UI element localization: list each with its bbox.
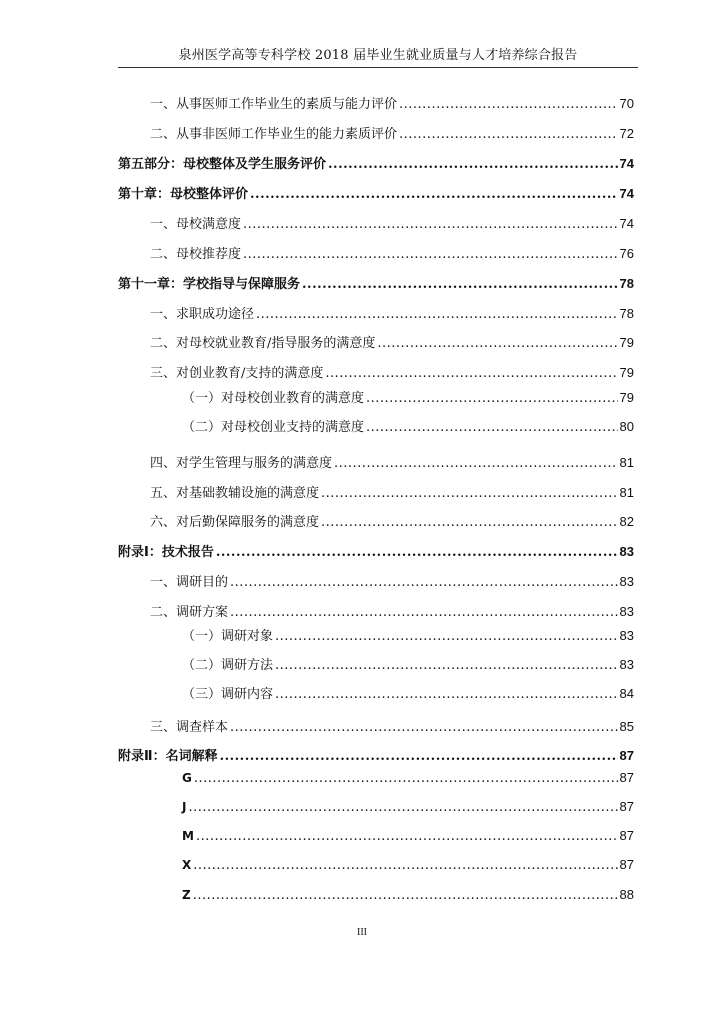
toc-entry-sub[interactable] <box>182 416 634 435</box>
toc-entry[interactable] <box>150 482 634 501</box>
header-rule <box>118 67 638 68</box>
toc-entry-page: 72 <box>619 126 634 141</box>
toc-entry-page: 74 <box>619 216 634 231</box>
toc-entry-title: 一、母校满意度 <box>150 217 242 232</box>
toc-leader-dots <box>325 366 617 381</box>
toc-entry-title: 一、求职成功途径 <box>150 307 255 322</box>
toc-entry-title: 一、从事医师工作毕业生的素质与能力评价 <box>150 97 398 112</box>
toc-entry-title: 第五部分：母校整体及学生服务评价 <box>118 157 327 172</box>
toc-entry-title: 三、对创业教育/支持的满意度 <box>150 366 324 381</box>
toc-entry-page: 84 <box>619 686 634 701</box>
toc-entry-page: 76 <box>619 246 634 261</box>
toc-leader-dots <box>275 658 618 673</box>
toc-leader-dots <box>230 720 618 735</box>
toc-entry[interactable] <box>150 332 634 351</box>
toc-leader-dots <box>366 391 618 406</box>
toc-leader-dots <box>196 829 618 844</box>
toc-entry-title: X <box>182 858 192 872</box>
toc-entry-title: （一）调研对象 <box>182 629 274 644</box>
toc-entry-title: （一）对母校创业教育的满意度 <box>182 391 365 406</box>
toc-entry-page: 87 <box>619 857 634 872</box>
toc-entry-page: 87 <box>619 828 634 843</box>
toc-entry-letter[interactable] <box>182 887 634 903</box>
toc-leader-dots <box>194 771 618 786</box>
toc-entry-sub[interactable] <box>182 654 634 673</box>
toc-entry-page: 83 <box>619 574 634 589</box>
toc-entry-title: （二）调研方法 <box>182 658 274 673</box>
toc-leader-dots <box>302 277 618 292</box>
toc-leader-dots <box>230 605 618 620</box>
toc-entry[interactable] <box>150 93 634 112</box>
toc-entry-page: 81 <box>619 455 634 470</box>
toc-leader-dots <box>334 456 618 471</box>
toc-entry-page: 70 <box>619 96 634 111</box>
toc-leader-dots <box>243 247 618 262</box>
toc-entry-title: G <box>182 771 192 785</box>
toc-entry-title: 附录Ⅱ：名词解释 <box>118 749 218 764</box>
toc-entry-page: 85 <box>619 719 634 734</box>
toc-entry[interactable] <box>150 303 634 322</box>
toc-entry-letter[interactable] <box>182 770 634 786</box>
toc-entry[interactable] <box>150 362 634 381</box>
toc-entry-letter[interactable] <box>182 857 634 873</box>
toc-entry[interactable] <box>150 601 634 620</box>
toc-entry-page: 79 <box>619 335 634 350</box>
toc-leader-dots <box>321 515 618 530</box>
toc-entry-letter[interactable] <box>182 799 634 815</box>
toc-entry-appendix[interactable] <box>118 745 634 764</box>
toc-entry-title: （三）调研内容 <box>182 687 274 702</box>
running-header: 泉州医学高等专科学校 2018 届毕业生就业质量与人才培养综合报告 <box>178 48 578 63</box>
toc-entry-title: 第十章：母校整体评价 <box>118 187 249 202</box>
toc-entry-page: 78 <box>619 306 634 321</box>
toc-leader-dots <box>399 97 618 112</box>
toc-entry-chapter[interactable] <box>118 183 634 202</box>
toc-entry-title: 第十一章：学校指导与保障服务 <box>118 277 301 292</box>
toc-entry[interactable] <box>150 511 634 530</box>
toc-leader-dots <box>243 217 618 232</box>
toc-entry-title: 六、对后勤保障服务的满意度 <box>150 515 320 530</box>
toc-entry-page: 83 <box>619 657 634 672</box>
toc-entry-page: 79 <box>619 365 634 380</box>
toc-leader-dots <box>193 888 618 903</box>
toc-entry-appendix[interactable] <box>118 541 634 560</box>
toc-entry-page: 79 <box>619 390 634 405</box>
toc-entry-page: 81 <box>619 485 634 500</box>
toc-entry-page: 80 <box>619 419 634 434</box>
toc-leader-dots <box>250 187 618 202</box>
toc-entry-page: 82 <box>619 514 634 529</box>
toc-entry-letter[interactable] <box>182 828 634 844</box>
toc-entry-title: 二、调研方案 <box>150 605 229 620</box>
toc-entry[interactable] <box>150 243 634 262</box>
toc-leader-dots <box>275 629 618 644</box>
toc-entry-title: 一、调研目的 <box>150 575 229 590</box>
toc-entry-page: 78 <box>619 276 634 291</box>
toc-entry-page: 83 <box>619 544 634 559</box>
toc-entry-title: Z <box>182 888 191 902</box>
toc-entry-title: 三、调查样本 <box>150 720 229 735</box>
toc-leader-dots <box>193 858 617 873</box>
toc-entry-title: 四、对学生管理与服务的满意度 <box>150 456 333 471</box>
toc-entry-page: 74 <box>619 156 634 171</box>
toc-leader-dots <box>188 800 617 815</box>
toc-entry[interactable] <box>150 123 634 142</box>
toc-entry-page: 83 <box>619 604 634 619</box>
toc-entry-title: 二、对母校就业教育/指导服务的满意度 <box>150 336 376 351</box>
toc-entry-title: 二、母校推荐度 <box>150 247 242 262</box>
toc-entry[interactable] <box>150 716 634 735</box>
toc-entry-chapter[interactable] <box>118 273 634 292</box>
toc-entry-sub[interactable] <box>182 683 634 702</box>
toc-entry-sub[interactable] <box>182 625 634 644</box>
toc-entry-page: 83 <box>619 628 634 643</box>
toc-leader-dots <box>230 575 618 590</box>
toc-entry[interactable] <box>150 571 634 590</box>
toc-entry-title: M <box>182 829 194 843</box>
toc-leader-dots <box>275 687 618 702</box>
toc-entry-title: 二、从事非医师工作毕业生的能力素质评价 <box>150 127 398 142</box>
toc-entry-title: J <box>182 800 187 814</box>
toc-leader-dots <box>220 749 618 764</box>
toc-entry-page: 87 <box>619 748 634 763</box>
toc-entry-part[interactable] <box>118 153 634 172</box>
toc-leader-dots <box>328 157 618 172</box>
toc-leader-dots <box>216 545 618 560</box>
toc-entry[interactable] <box>150 213 634 232</box>
toc-leader-dots <box>321 486 618 501</box>
toc-entry-page: 74 <box>619 186 634 201</box>
toc-entry[interactable] <box>150 452 634 471</box>
toc-leader-dots <box>366 420 618 435</box>
toc-entry-page: 87 <box>619 770 634 785</box>
page-number: III <box>357 927 367 938</box>
toc-leader-dots <box>399 127 618 142</box>
toc-entry-title: 附录Ⅰ：技术报告 <box>118 545 214 560</box>
toc-entry-page: 87 <box>619 799 634 814</box>
toc-entry-title: 五、对基础教辅设施的满意度 <box>150 486 320 501</box>
toc-entry-sub[interactable] <box>182 387 634 406</box>
toc-leader-dots <box>256 307 618 322</box>
toc-entry-title: （二）对母校创业支持的满意度 <box>182 420 365 435</box>
toc-entry-page: 88 <box>619 887 634 902</box>
toc-leader-dots <box>377 336 617 351</box>
